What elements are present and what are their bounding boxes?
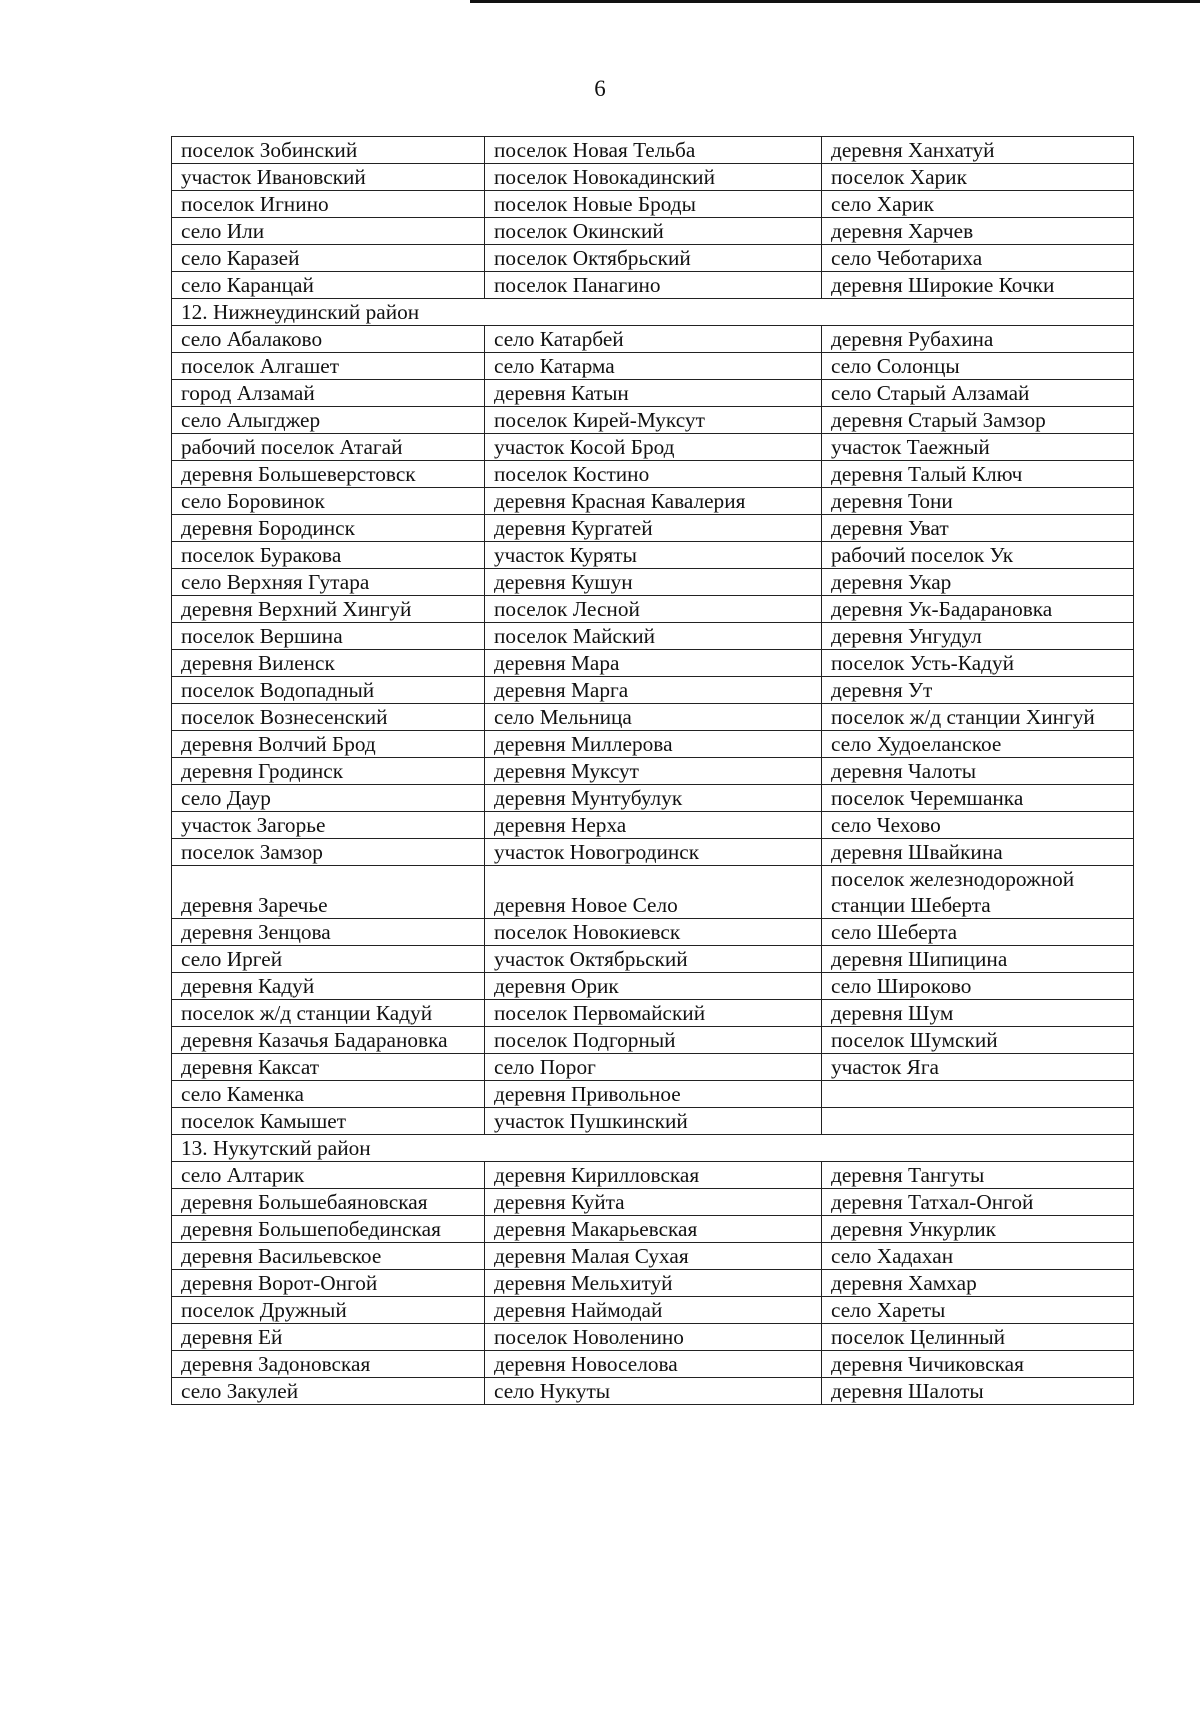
settlement-cell: село Мельница	[485, 704, 822, 731]
settlement-cell: село Боровинок	[172, 488, 485, 515]
table-row	[172, 326, 1134, 353]
settlement-cell: село Солонцы	[822, 353, 1134, 380]
table-row	[172, 1378, 1134, 1405]
settlement-cell: деревня Талый Ключ	[822, 461, 1134, 488]
settlement-cell: участок Косой Брод	[485, 434, 822, 461]
settlement-cell: село Алтарик	[172, 1162, 485, 1189]
settlement-cell: деревня Привольное	[485, 1081, 822, 1108]
table-row	[172, 919, 1134, 946]
settlement-cell: поселок Новокиевск	[485, 919, 822, 946]
settlement-cell: деревня Кушун	[485, 569, 822, 596]
table-row	[172, 1081, 1134, 1108]
settlement-cell: село Чехово	[822, 812, 1134, 839]
settlement-cell: поселок Камышет	[172, 1108, 485, 1135]
table-row	[172, 866, 1134, 919]
settlement-cell: деревня Мара	[485, 650, 822, 677]
settlement-cell: деревня Рубахина	[822, 326, 1134, 353]
settlement-cell: поселок Новокадинский	[485, 164, 822, 191]
settlement-cell: деревня Муксут	[485, 758, 822, 785]
settlement-cell: деревня Кирилловская	[485, 1162, 822, 1189]
settlement-cell: деревня Красная Кавалерия	[485, 488, 822, 515]
settlement-cell: село Худоеланское	[822, 731, 1134, 758]
settlement-cell: участок Куряты	[485, 542, 822, 569]
settlement-cell: деревня Унгудул	[822, 623, 1134, 650]
settlement-cell: участок Октябрьский	[485, 946, 822, 973]
settlement-cell: деревня Большеверстовск	[172, 461, 485, 488]
table-row	[172, 164, 1134, 191]
settlement-cell: поселок Подгорный	[485, 1027, 822, 1054]
settlement-cell: село Старый Алзамай	[822, 380, 1134, 407]
settlement-cell: деревня Задоновская	[172, 1351, 485, 1378]
table-row	[172, 1243, 1134, 1270]
section-heading: 12. Нижнеудинский район	[172, 299, 1134, 326]
settlement-cell: деревня Малая Сухая	[485, 1243, 822, 1270]
settlement-cell: село Шеберта	[822, 919, 1134, 946]
settlement-cell: деревня Большебаяновская	[172, 1189, 485, 1216]
table-row	[172, 1027, 1134, 1054]
page-number: 6	[594, 76, 606, 101]
table-row	[172, 434, 1134, 461]
table-row	[172, 542, 1134, 569]
table-row	[172, 137, 1134, 164]
settlement-cell: деревня Заречье	[172, 866, 485, 919]
table-row	[172, 704, 1134, 731]
table-row	[172, 731, 1134, 758]
settlement-cell: деревня Миллерова	[485, 731, 822, 758]
settlement-cell: участок Пушкинский	[485, 1108, 822, 1135]
settlement-cell: деревня Тангуты	[822, 1162, 1134, 1189]
settlement-cell: поселок Новая Тельба	[485, 137, 822, 164]
settlement-cell: поселок Замзор	[172, 839, 485, 866]
settlement-cell: деревня Мельхитуй	[485, 1270, 822, 1297]
settlement-cell: деревня Ункурлик	[822, 1216, 1134, 1243]
settlement-cell: деревня Ут	[822, 677, 1134, 704]
settlement-cell: село Хареты	[822, 1297, 1134, 1324]
settlements-table	[171, 136, 1134, 1405]
table-row	[172, 1162, 1134, 1189]
table-row	[172, 272, 1134, 299]
settlement-cell: поселок Окинский	[485, 218, 822, 245]
settlement-cell: поселок Лесной	[485, 596, 822, 623]
settlement-cell: село Хадахан	[822, 1243, 1134, 1270]
settlement-cell: деревня Швайкина	[822, 839, 1134, 866]
table-row	[172, 407, 1134, 434]
settlement-cell: поселок Черемшанка	[822, 785, 1134, 812]
settlement-cell: участок Яга	[822, 1054, 1134, 1081]
settlement-cell: деревня Катын	[485, 380, 822, 407]
table-row	[172, 812, 1134, 839]
table-row	[172, 1216, 1134, 1243]
settlement-cell: деревня Новое Село	[485, 866, 822, 919]
settlement-cell: деревня Куйта	[485, 1189, 822, 1216]
settlement-cell: деревня Мунтубулук	[485, 785, 822, 812]
table-row	[172, 1324, 1134, 1351]
settlement-cell: деревня Харчев	[822, 218, 1134, 245]
table-row	[172, 758, 1134, 785]
settlement-cell: поселок Костино	[485, 461, 822, 488]
settlement-cell: село Каменка	[172, 1081, 485, 1108]
settlement-cell: поселок Кирей-Муксут	[485, 407, 822, 434]
settlement-cell: поселок Водопадный	[172, 677, 485, 704]
settlement-cell: деревня Шум	[822, 1000, 1134, 1027]
settlement-cell: поселок Первомайский	[485, 1000, 822, 1027]
table-row	[172, 677, 1134, 704]
settlement-cell: село Верхняя Гутара	[172, 569, 485, 596]
settlement-cell: деревня Наймодай	[485, 1297, 822, 1324]
settlement-cell	[822, 1108, 1134, 1135]
table-row	[172, 245, 1134, 272]
settlement-cell: село Харик	[822, 191, 1134, 218]
table-row	[172, 461, 1134, 488]
settlement-cell: деревня Волчий Брод	[172, 731, 485, 758]
settlement-cell: деревня Чичиковская	[822, 1351, 1134, 1378]
settlement-cell: поселок Игнино	[172, 191, 485, 218]
settlement-cell: поселок ж/д станции Кадуй	[172, 1000, 485, 1027]
settlement-cell: деревня Верхний Хингуй	[172, 596, 485, 623]
settlement-cell: село Каразей	[172, 245, 485, 272]
settlement-cell: поселок Зобинский	[172, 137, 485, 164]
table-row	[172, 353, 1134, 380]
settlements-table-body	[172, 137, 1134, 1405]
settlement-cell: село Абалаково	[172, 326, 485, 353]
settlement-cell: деревня Ханхатуй	[822, 137, 1134, 164]
settlement-cell: поселок Дружный	[172, 1297, 485, 1324]
settlement-cell: деревня Виленск	[172, 650, 485, 677]
settlement-cell: поселок Вершина	[172, 623, 485, 650]
settlement-cell: участок Загорье	[172, 812, 485, 839]
table-row	[172, 1270, 1134, 1297]
section-heading: 13. Нукутский район	[172, 1135, 1134, 1162]
table-row	[172, 596, 1134, 623]
settlement-cell: деревня Хамхар	[822, 1270, 1134, 1297]
table-row	[172, 1351, 1134, 1378]
settlement-cell: деревня Тони	[822, 488, 1134, 515]
settlement-cell: поселок Шумский	[822, 1027, 1134, 1054]
settlement-cell: поселок Харик	[822, 164, 1134, 191]
settlement-cell: деревня Кадуй	[172, 973, 485, 1000]
settlement-cell: деревня Ей	[172, 1324, 485, 1351]
settlement-cell: деревня Макарьевская	[485, 1216, 822, 1243]
settlement-cell: поселок Майский	[485, 623, 822, 650]
settlement-cell: деревня Старый Замзор	[822, 407, 1134, 434]
settlement-cell: деревня Марга	[485, 677, 822, 704]
table-row	[172, 650, 1134, 677]
table-row	[172, 623, 1134, 650]
settlement-cell: деревня Васильевское	[172, 1243, 485, 1270]
section-row	[172, 1135, 1134, 1162]
settlement-cell: город Алзамай	[172, 380, 485, 407]
settlement-cell: рабочий поселок Атагай	[172, 434, 485, 461]
settlement-cell: поселок Новоленино	[485, 1324, 822, 1351]
table-row	[172, 1054, 1134, 1081]
settlement-cell: деревня Кургатей	[485, 515, 822, 542]
settlement-cell: участок Ивановский	[172, 164, 485, 191]
settlement-cell: деревня Укар	[822, 569, 1134, 596]
table-row	[172, 515, 1134, 542]
table-row	[172, 1189, 1134, 1216]
table-row	[172, 973, 1134, 1000]
settlement-cell: поселок Усть-Кадуй	[822, 650, 1134, 677]
settlement-cell: деревня Бородинск	[172, 515, 485, 542]
settlement-cell: село Нукуты	[485, 1378, 822, 1405]
settlement-cell: участок Новогродинск	[485, 839, 822, 866]
settlement-cell: село Алыгджер	[172, 407, 485, 434]
settlement-cell: поселок Новые Броды	[485, 191, 822, 218]
settlement-cell: деревня Орик	[485, 973, 822, 1000]
settlement-cell: село Закулей	[172, 1378, 485, 1405]
table-row	[172, 1108, 1134, 1135]
settlement-cell: деревня Гродинск	[172, 758, 485, 785]
settlement-cell: деревня Шипицина	[822, 946, 1134, 973]
settlement-cell: село Катарма	[485, 353, 822, 380]
settlement-cell: поселок ж/д станции Хингуй	[822, 704, 1134, 731]
settlement-cell: деревня Нерха	[485, 812, 822, 839]
settlement-cell: деревня Зенцова	[172, 919, 485, 946]
settlement-cell: поселок Вознесенский	[172, 704, 485, 731]
settlement-cell: село Порог	[485, 1054, 822, 1081]
settlement-cell: село Катарбей	[485, 326, 822, 353]
settlement-cell: деревня Широкие Кочки	[822, 272, 1134, 299]
table-row	[172, 488, 1134, 515]
settlement-cell: поселок Целинный	[822, 1324, 1134, 1351]
settlement-cell: деревня Уват	[822, 515, 1134, 542]
settlement-cell: деревня Новоселова	[485, 1351, 822, 1378]
settlement-cell: деревня Чалоты	[822, 758, 1134, 785]
table-row	[172, 569, 1134, 596]
table-row	[172, 839, 1134, 866]
settlement-cell: деревня Большепобединская	[172, 1216, 485, 1243]
settlement-cell: село Широково	[822, 973, 1134, 1000]
settlement-cell: поселок Буракова	[172, 542, 485, 569]
top-rule	[470, 0, 1200, 3]
settlement-cell: деревня Шалоты	[822, 1378, 1134, 1405]
settlement-cell	[822, 1081, 1134, 1108]
table-row	[172, 946, 1134, 973]
settlement-cell: рабочий поселок Ук	[822, 542, 1134, 569]
settlement-cell: деревня Ук-Бадарановка	[822, 596, 1134, 623]
table-row	[172, 218, 1134, 245]
table-row	[172, 191, 1134, 218]
settlement-cell: село Иргей	[172, 946, 485, 973]
settlement-cell: поселок Панагино	[485, 272, 822, 299]
table-row	[172, 380, 1134, 407]
settlement-cell: деревня Казачья Бадарановка	[172, 1027, 485, 1054]
settlement-cell: поселок железнодорожной станции Шеберта	[822, 866, 1134, 919]
settlement-cell: поселок Алгашет	[172, 353, 485, 380]
settlement-cell: поселок Октябрьский	[485, 245, 822, 272]
settlement-cell: участок Таежный	[822, 434, 1134, 461]
table-row	[172, 1297, 1134, 1324]
settlement-cell: село Чеботариха	[822, 245, 1134, 272]
settlement-cell: деревня Каксат	[172, 1054, 485, 1081]
table-row	[172, 1000, 1134, 1027]
settlement-cell: село Даур	[172, 785, 485, 812]
settlement-cell: село Каранцай	[172, 272, 485, 299]
section-row	[172, 299, 1134, 326]
settlement-cell: село Или	[172, 218, 485, 245]
settlement-cell: деревня Татхал-Онгой	[822, 1189, 1134, 1216]
settlement-cell: деревня Ворот-Онгой	[172, 1270, 485, 1297]
table-row	[172, 785, 1134, 812]
